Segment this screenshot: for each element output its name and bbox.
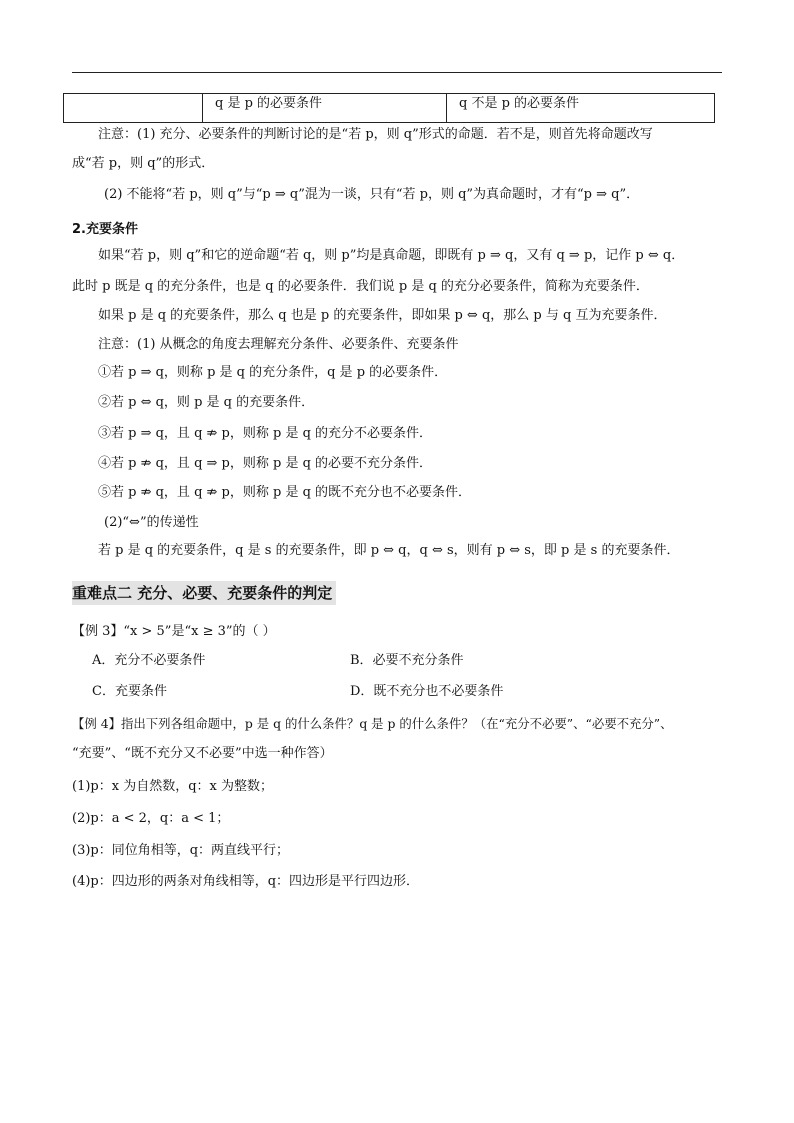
example4-item: (1)p：x 为自然数，q：x 为整数； bbox=[72, 779, 273, 794]
example4-stem-line1: 【例 4】指出下列各组命题中，p 是 q 的什么条件？q 是 p 的什么条件？（在“充分不必要”、“必要不充分”、 bbox=[72, 716, 673, 731]
option-a: A．充分不必要条件 bbox=[92, 653, 206, 668]
option-b: B．必要不充分条件 bbox=[350, 653, 464, 668]
para-line: 如果“若 p，则 q”和它的逆命题“若 q，则 p”均是真命题，即既有 p ⇒ q，又有 q ⇒ p，记作 p ⇔ q． bbox=[98, 248, 685, 263]
section-heading: 重难点二 充分、必要、充要条件的判定 bbox=[72, 581, 336, 605]
example4-item: (4)p：四边形的两条对角线相等，q：四边形是平行四边形． bbox=[72, 874, 420, 889]
option-d: D．既不充分也不必要条件 bbox=[350, 684, 504, 699]
example4-item: (2)p：a < 2，q：a < 1； bbox=[72, 811, 230, 826]
list-item: ⑤若 p ⇏ q，且 q ⇏ p，则称 p 是 q 的既不充分也不必要条件． bbox=[98, 485, 472, 500]
list-item: ①若 p ⇒ q，则称 p 是 q 的充分条件，q 是 p 的必要条件． bbox=[98, 365, 448, 380]
list-item: ③若 p ⇒ q，且 q ⇏ p，则称 p 是 q 的充分不必要条件． bbox=[98, 426, 433, 441]
para-line: (2)“⇔”的传递性 bbox=[104, 515, 199, 530]
table-cell bbox=[64, 94, 203, 123]
para-line: 如果 p 是 q 的充要条件，那么 q 也是 p 的充要条件，即如果 p ⇔ q，那么 p 与 q 互为充要条件． bbox=[98, 308, 667, 323]
para-line: 若 p 是 q 的充要条件，q 是 s 的充要条件，即 p ⇔ q，q ⇔ s，则有 p ⇔ s，即 p 是 s 的充要条件． bbox=[98, 543, 680, 558]
header-rule bbox=[72, 72, 722, 73]
para-line: 注意：(1) 从概念的角度去理解充分条件、必要条件、充要条件 bbox=[98, 337, 459, 352]
table-row bbox=[64, 94, 715, 123]
note-line-2: (2) 不能将“若 p，则 q”与“p ⇒ q”混为一谈，只有“若 p，则 q”为真命题时，才有“p ⇒ q”． bbox=[104, 187, 640, 202]
list-item: ④若 p ⇏ q，且 q ⇒ p，则称 p 是 q 的必要不充分条件． bbox=[98, 456, 433, 471]
table-cell: q 不是 p 的必要条件 bbox=[447, 94, 715, 123]
option-c: C．充要条件 bbox=[92, 684, 167, 699]
note-line-1a: 注意：(1) 充分、必要条件的判断讨论的是“若 p，则 q”形式的命题．若不是，则首先将命题改写 bbox=[98, 127, 653, 142]
note-line-1b: 成“若 p，则 q”的形式． bbox=[72, 156, 215, 171]
subsection-title: 2.充要条件 bbox=[72, 222, 138, 237]
list-item: ②若 p ⇔ q，则 p 是 q 的充要条件． bbox=[98, 395, 315, 410]
example4-item: (3)p：同位角相等，q：两直线平行； bbox=[72, 843, 290, 858]
example4-stem-line2: “充要”、“既不充分又不必要”中选一种作答） bbox=[72, 746, 333, 761]
condition-table-fragment bbox=[63, 93, 715, 123]
para-line: 此时 p 既是 q 的充分条件，也是 q 的必要条件．我们说 p 是 q 的充分必要条件，简称为充要条件． bbox=[72, 279, 649, 294]
example3-stem: 【例 3】“x > 5”是“x ≥ 3”的（ ） bbox=[72, 624, 276, 639]
table-cell: q 是 p 的必要条件 bbox=[203, 94, 447, 123]
